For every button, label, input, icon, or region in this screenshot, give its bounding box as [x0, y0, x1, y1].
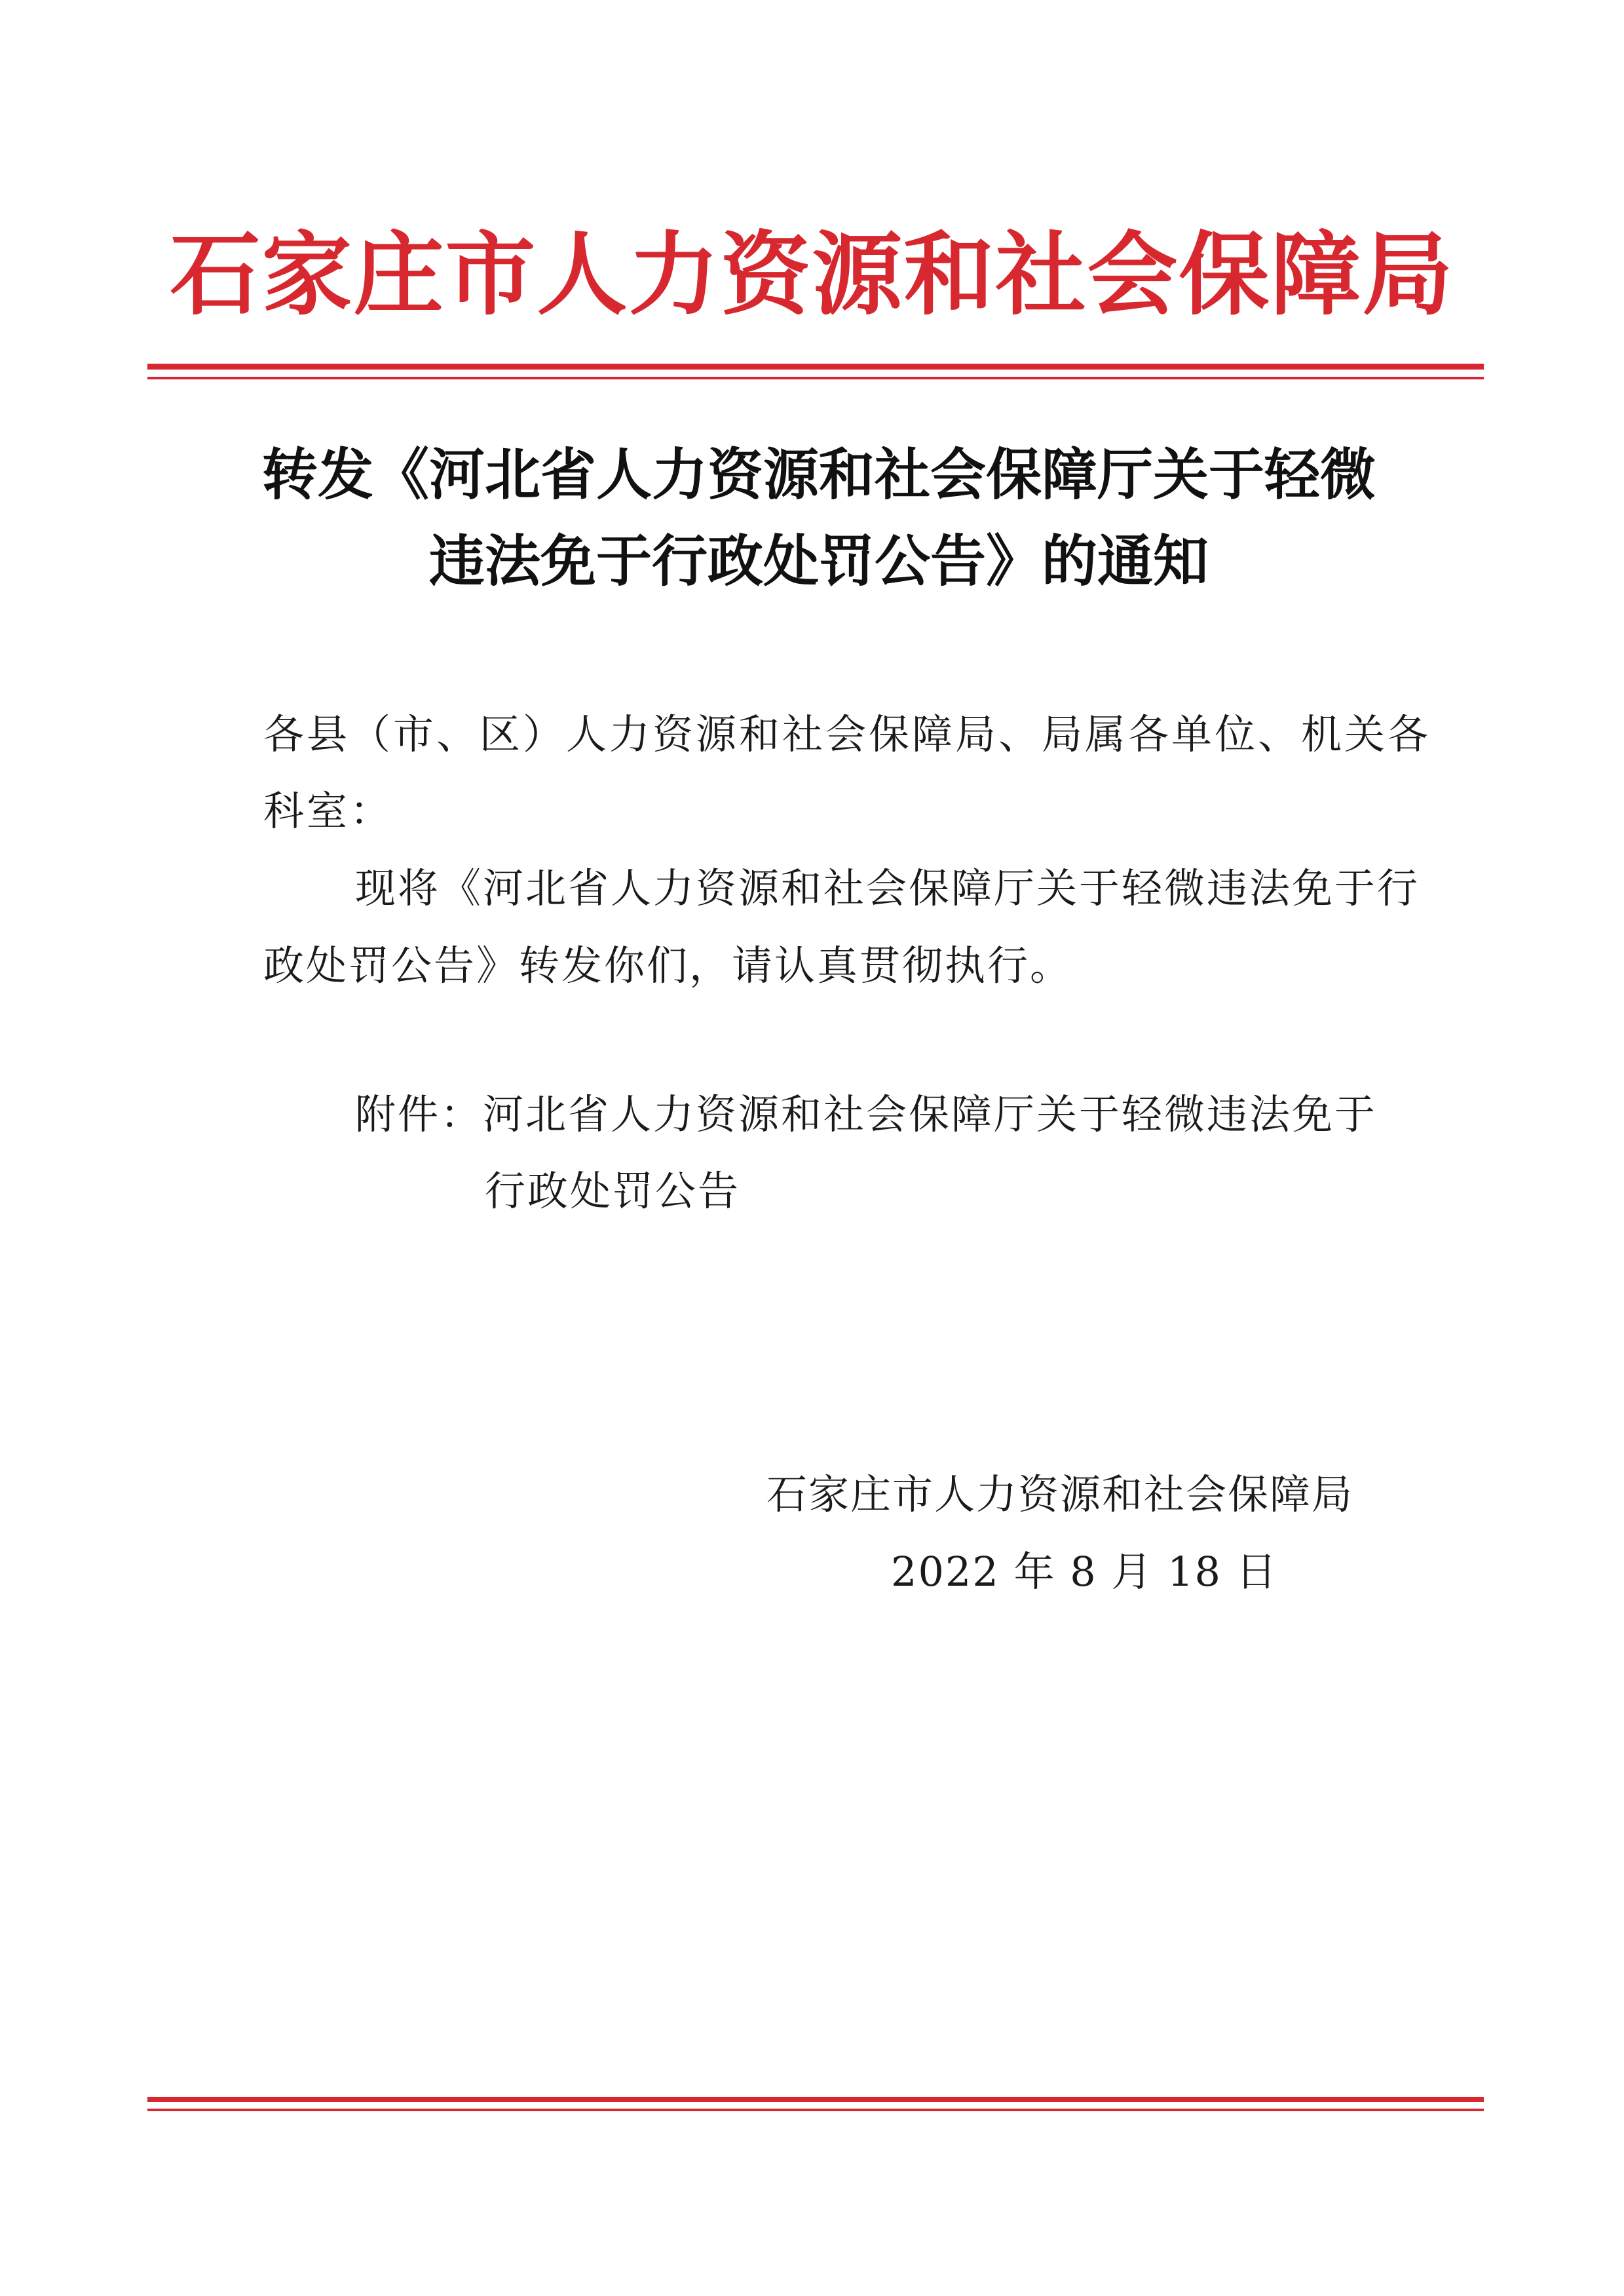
attachment-line-2: 行政处罚公告	[485, 1167, 741, 1215]
body-paragraph-line-2: 政处罚公告》转发你们，请认真贯彻执行。	[263, 942, 1073, 989]
salutation-line-2: 科室：	[263, 787, 394, 835]
signature-organization: 石家庄市人力资源和社会保障局	[766, 1470, 1354, 1518]
document-title-line-1: 转发《河北省人力资源和社会保障厅关于轻微	[261, 442, 1376, 508]
attachment-line-1: 附件：河北省人力资源和社会保障厅关于轻微违法免于	[355, 1090, 1378, 1138]
letterhead-title: 石家庄市人力资源和社会保障局	[170, 221, 1454, 328]
salutation-line-1: 各县（市、区）人力资源和社会保障局、局属各单位、机关各	[263, 710, 1431, 758]
document-title-line-2: 违法免于行政处罚公告》的通知	[428, 529, 1209, 594]
footer-rule-thick	[147, 2097, 1484, 2102]
footer-rule-thin	[147, 2109, 1484, 2111]
letterhead-rule-thin	[147, 377, 1484, 379]
signature-date: 2022 年 8 月 18 日	[891, 1548, 1278, 1596]
body-paragraph-line-1: 现将《河北省人力资源和社会保障厅关于轻微违法免于行	[355, 864, 1420, 912]
letterhead-rule-thick	[147, 364, 1484, 370]
